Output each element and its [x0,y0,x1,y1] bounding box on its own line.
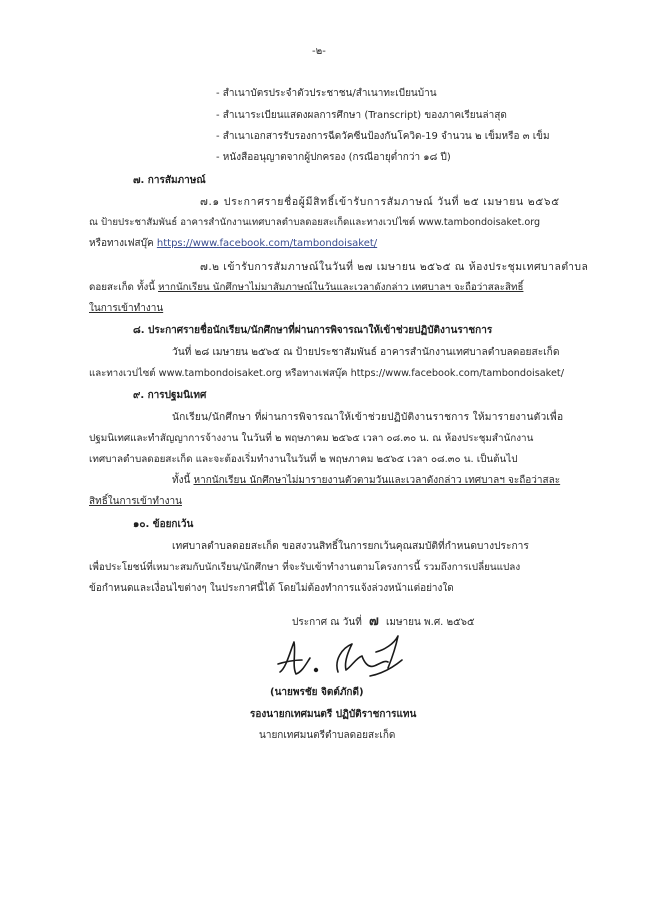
document-item-id-card: - สำเนาบัตรประจำตัวประชาชน/สำเนาทะเบียนบ้าน [216,88,437,99]
document-item-parental-consent: - หนังสืออนุญาตจากผู้ปกครอง (กรณีอายุต่ำกว่า ๑๘ ปี) [216,152,451,163]
section-7-2-line1: ๗.๒ เข้ารับการสัมภาษณ์ในวันที่ ๒๗ เมษายน ๒๕๖๕ ณ ห้องประชุมเทศบาลตำบล [200,261,589,273]
facebook-prefix: หรือทางเฟสบุ๊ค [89,238,154,249]
section-7-2-line2 [89,282,523,294]
section-7-1-line1: ๗.๑ ประกาศรายชื่อผู้มีสิทธิ์เข้ารับการสัมภาษณ์ วันที่ ๒๕ เมษายน ๒๕๖๕ [200,196,560,208]
page-number: -๒- [312,46,326,57]
section-10-line1: เทศบาลตำบลดอยสะเก็ด ขอสงวนสิทธิ์ในการยกเว้นคุณสมบัติที่กำหนดบางประการ [172,541,529,552]
section-8-line1: วันที่ ๒๘ เมษายน ๒๕๖๕ ณ ป้ายประชาสัมพันธ์ อาคารสำนักงานเทศบาลตำบลดอยสะเก็ด [172,347,560,358]
announcement-prefix: ประกาศ ณ วันที่ [292,617,362,628]
announcement-month-year: เมษายน พ.ศ. ๒๕๖๕ [385,617,475,628]
section-9-warning: หากนักเรียน นักศึกษาไม่มารายงานตัวตามวันและเวลาดังกล่าว เทศบาลฯ จะถือว่าสละ [193,475,561,486]
section-9-line4 [172,475,560,488]
signatory-position-2: นายกเทศมนตรีตำบลดอยสะเก็ด [259,730,396,741]
section-7-2-warning: หากนักเรียน นักศึกษาไม่มาสัมภาษณ์ในวันและเวลาดังกล่าว เทศบาลฯ จะถือว่าสละสิทธิ์ [158,282,524,293]
section-9-line1: นักเรียน/นักศึกษา ที่ผ่านการพิจารณาให้เข้าช่วยปฏิบัติงานราชการ ให้มารายงานตัวเพื่อ [172,412,564,423]
section-10-heading: ๑๐. ข้อยกเว้น [133,519,194,530]
section-7-2-prefix: ดอยสะเก็ด ทั้งนี้ [89,282,155,293]
section-9-prefix: ทั้งนี้ [172,475,191,486]
section-8-line2: และทางเวปไซต์ www.tambondoisaket.org หรือทางเฟสบุ๊ค https://www.facebook.com/tambondoisaket/ [89,368,564,379]
section-7-heading: ๗. การสัมภาษณ์ [133,175,206,186]
document-item-vaccine: - สำเนาเอกสารรับรองการฉีดวัคซีนป้องกันโควิด-19 จำนวน ๒ เข็มหรือ ๓ เข็ม [216,131,550,142]
section-9-line5: สิทธิ์ในการเข้าทำงาน [89,496,182,507]
section-9-line2: ปฐมนิเทศและทำสัญญาการจ้างงาน ในวันที่ ๒ พฤษภาคม ๒๕๖๕ เวลา ๐๘.๓๐ น. ณ ห้องประชุมสำนักงาน [89,433,534,444]
section-7-1-line3 [89,238,377,251]
document-item-transcript: - สำเนาระเบียนแสดงผลการศึกษา (Transcript) ของภาคเรียนล่าสุด [216,110,507,121]
section-10-line3: ข้อกำหนดและเงื่อนไขต่างๆ ในประกาศนี้ได้ โดยไม่ต้องทำการแจ้งล่วงหน้าแต่อย่างใด [89,583,454,594]
section-9-heading: ๙. การปฐมนิเทศ [133,390,207,401]
section-7-2-line3: ในการเข้าทำงาน [89,303,164,314]
signatory-position-1: รองนายกเทศมนตรี ปฏิบัติราชการแทน [250,709,417,720]
facebook-link[interactable]: https://www.facebook.com/tambondoisaket/ [156,238,378,249]
section-8-heading: ๘. ประกาศรายชื่อนักเรียน/นักศึกษาที่ผ่านการพิจารณาให้เข้าช่วยปฏิบัติงานราชการ [133,325,493,336]
signature-image [272,622,412,684]
announcement-day: ๗ [368,614,379,629]
section-9-line3: เทศบาลตำบลดอยสะเก็ด และจะต้องเริ่มทำงานในวันที่ ๒ พฤษภาคม ๒๕๖๕ เวลา ๐๘.๓๐ น. เป็นต้นไป [89,454,518,465]
section-7-1-line2: ณ ป้ายประชาสัมพันธ์ อาคารสำนักงานเทศบาลตำบลดอยสะเก็ดและทางเวปไซต์ www.tambondoisaket.org [89,217,541,228]
section-10-line2: เพื่อประโยชน์ที่เหมาะสมกับนักเรียน/นักศึกษา ที่จะรับเข้าทำงานตามโครงการนี้ รวมถึงการเปลี่ยนแปลง [89,562,521,573]
signatory-name: (นายพรชัย จิตต์ภักดี) [270,687,364,698]
